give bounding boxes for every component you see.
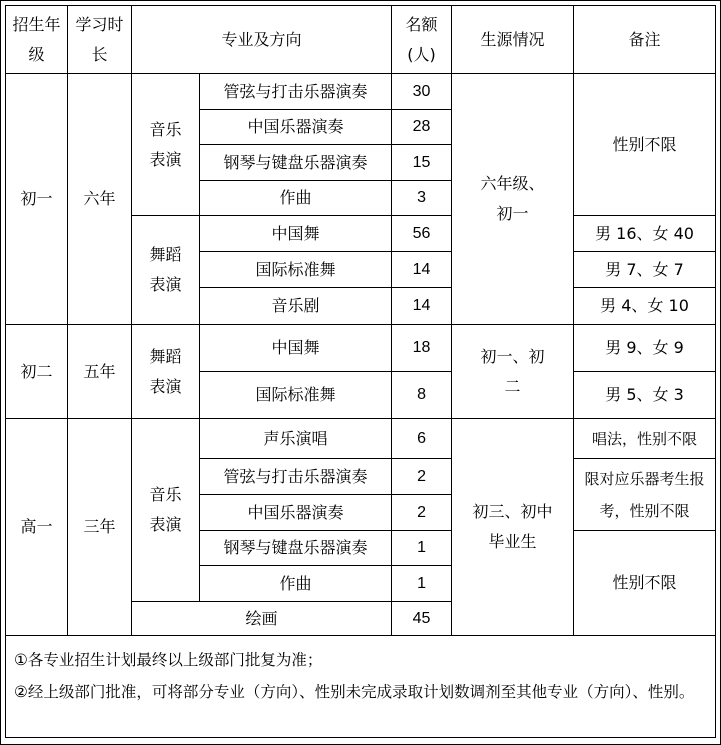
quota-cell: 28 [392,110,452,145]
quota-cell: 15 [392,145,452,181]
remark-cell: 男 7、女 7 [574,252,716,288]
category-cell: 舞蹈表演 [132,216,200,325]
duration-cell: 五年 [68,325,132,419]
source-cell: 六年级、初一 [452,74,574,325]
enrollment-plan-table [5,5,716,738]
table-row [6,419,716,459]
major-cell: 作曲 [200,181,392,216]
remark-cell: 唱法，性别不限 [574,419,716,459]
quota-cell: 18 [392,325,452,372]
footer-notes [6,636,716,738]
major-cell: 国际标准舞 [200,252,392,288]
remark-cell: 性别不限 [574,74,716,216]
major-cell: 中国乐器演奏 [200,110,392,145]
header-duration: 学习时长 [68,6,132,74]
major-cell: 国际标准舞 [200,372,392,419]
major-cell: 中国舞 [200,216,392,252]
grade-cell: 高一 [6,419,68,636]
quota-cell: 30 [392,74,452,110]
category-cell: 音乐表演 [132,419,200,602]
quota-cell: 1 [392,566,452,602]
quota-cell: 14 [392,252,452,288]
remark-cell: 男 4、女 10 [574,288,716,325]
quota-cell: 3 [392,181,452,216]
footer-row [6,636,716,738]
remark-cell: 男 5、女 3 [574,372,716,419]
quota-cell: 56 [392,216,452,252]
header-grade: 招生年级 [6,6,68,74]
table-row [6,325,716,372]
footer-note-1: ①各专业招生计划最终以上级部门批复为准； [14,651,323,669]
major-cell: 中国乐器演奏 [200,495,392,531]
header-quota: 名额(人) [392,6,452,74]
remark-cell: 性别不限 [574,531,716,636]
quota-cell: 2 [392,495,452,531]
source-cell: 初一、初二 [452,325,574,419]
major-cell: 管弦与打击乐器演奏 [200,459,392,495]
quota-cell: 45 [392,602,452,636]
major-cell: 管弦与打击乐器演奏 [200,74,392,110]
remark-cell: 男 9、女 9 [574,325,716,372]
major-cell: 中国舞 [200,325,392,372]
duration-cell: 三年 [68,419,132,636]
header-row [6,6,716,74]
table-row [6,74,716,110]
quota-cell: 2 [392,459,452,495]
quota-cell: 8 [392,372,452,419]
footer-note-2: ②经上级部门批准，可将部分专业（方向）、性别未完成录取计划数调剂至其他专业（方向）、性别。 [14,683,695,701]
category-cell: 舞蹈表演 [132,325,200,419]
quota-cell: 14 [392,288,452,325]
major-cell: 绘画 [132,602,392,636]
header-major: 专业及方向 [132,6,392,74]
source-cell: 初三、初中毕业生 [452,419,574,636]
header-remark: 备注 [574,6,716,74]
major-cell: 作曲 [200,566,392,602]
quota-cell: 1 [392,531,452,566]
major-cell: 钢琴与键盘乐器演奏 [200,531,392,566]
grade-cell: 初一 [6,74,68,325]
major-cell: 声乐演唱 [200,419,392,459]
remark-cell: 男 16、女 40 [574,216,716,252]
major-cell: 钢琴与键盘乐器演奏 [200,145,392,181]
header-source: 生源情况 [452,6,574,74]
duration-cell: 六年 [68,74,132,325]
category-cell: 音乐表演 [132,74,200,216]
remark-cell: 限对应乐器考生报考，性别不限 [574,459,716,531]
grade-cell: 初二 [6,325,68,419]
major-cell: 音乐剧 [200,288,392,325]
quota-cell: 6 [392,419,452,459]
